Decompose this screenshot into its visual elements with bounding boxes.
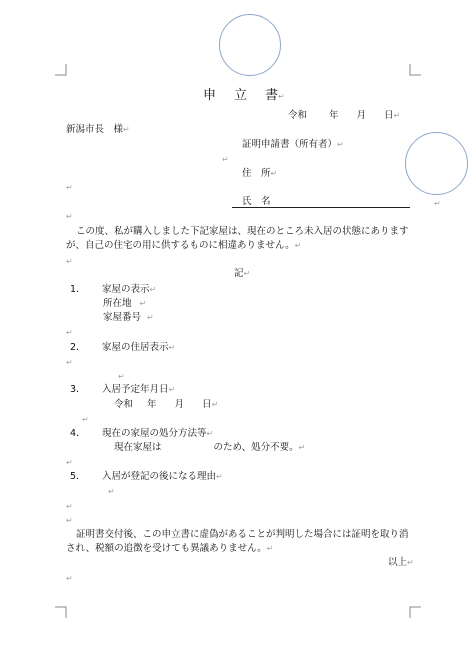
title-char-2: 立 bbox=[234, 88, 248, 103]
date-year: 年 bbox=[329, 110, 339, 121]
paragraph-mark: ↵ bbox=[337, 140, 344, 149]
item-2-label bbox=[102, 342, 175, 354]
paragraph-mark: ↵ bbox=[147, 313, 154, 322]
applicant-text: 証明申請書（所有者） bbox=[242, 139, 338, 150]
item-5-number: 5． bbox=[70, 471, 86, 482]
crop-mark-bottom-left bbox=[55, 606, 67, 618]
seal-circle-right bbox=[405, 132, 468, 195]
title-char-1: 申 bbox=[203, 88, 217, 103]
paragraph-mark: ↵ bbox=[266, 544, 274, 553]
item-4-detail bbox=[114, 442, 305, 454]
body-text: この度、私が購入しました下記家屋は、現在のところ未入居の状態にありますが、自己の住宅の用に供するものに相違ありません。 bbox=[66, 226, 409, 251]
applicant-label bbox=[242, 139, 344, 151]
item-2-number: 2． bbox=[70, 342, 86, 353]
empty-paragraph: ↵ bbox=[66, 358, 73, 367]
date-month: 月 bbox=[356, 110, 367, 121]
paragraph-mark: ↵ bbox=[243, 269, 251, 278]
empty-paragraph: ↵ bbox=[66, 516, 73, 525]
body-paragraph bbox=[66, 225, 412, 253]
signature-line bbox=[232, 207, 410, 208]
paragraph-mark: ↵ bbox=[216, 472, 223, 481]
date-day: 日 bbox=[384, 110, 394, 121]
item-3-number: 3． bbox=[70, 384, 86, 395]
paragraph-mark: ↵ bbox=[294, 241, 302, 250]
empty-paragraph: ↵ bbox=[82, 415, 89, 424]
paragraph-mark: ↵ bbox=[168, 343, 176, 352]
item-3-month: 月 bbox=[174, 399, 185, 410]
item-2-text: 家屋の住居表示 bbox=[102, 342, 169, 353]
title-char-3: 書 bbox=[265, 88, 279, 103]
empty-paragraph: ↵ bbox=[66, 502, 73, 511]
empty-paragraph: ↵ bbox=[66, 574, 73, 583]
item-5-text: 入居が登記の後になる理由 bbox=[102, 471, 217, 482]
item-3-label bbox=[102, 384, 175, 396]
empty-paragraph: ↵ bbox=[66, 328, 73, 337]
ki-text: 記 bbox=[234, 268, 244, 279]
item-4-label bbox=[102, 428, 213, 440]
item-3-text: 入居予定年月日 bbox=[102, 384, 169, 395]
item-4-detail-a: 現在家屋は bbox=[114, 442, 162, 453]
date-line bbox=[288, 110, 400, 122]
item-5-label bbox=[102, 471, 223, 483]
end-mark bbox=[388, 557, 414, 569]
empty-paragraph: ↵ bbox=[66, 458, 73, 467]
empty-paragraph: ↵ bbox=[66, 212, 73, 221]
empty-paragraph: ↵ bbox=[66, 183, 73, 192]
empty-paragraph: ↵ bbox=[66, 257, 73, 266]
end-text: 以上 bbox=[388, 557, 408, 568]
paragraph-mark: ↵ bbox=[149, 285, 157, 294]
paragraph-mark: ↵ bbox=[434, 199, 441, 208]
location-text: 所在地 bbox=[103, 298, 132, 309]
ki-heading bbox=[234, 268, 250, 280]
paragraph-mark: ↵ bbox=[278, 92, 285, 101]
item-1-label bbox=[102, 284, 156, 296]
paragraph-mark: ↵ bbox=[206, 429, 214, 438]
crop-mark-bottom-right bbox=[409, 606, 421, 618]
paragraph-mark: ↵ bbox=[298, 443, 306, 452]
date-era: 令和 bbox=[288, 110, 308, 121]
item-4-text: 現在の家屋の処分方法等 bbox=[102, 428, 207, 439]
paragraph-mark: ↵ bbox=[211, 400, 219, 409]
name-text: 氏 名 bbox=[242, 196, 271, 207]
item-4-number: 4． bbox=[70, 428, 86, 439]
addressee-text: 新潟市長 様 bbox=[66, 124, 124, 135]
paragraph-mark: ↵ bbox=[139, 299, 147, 308]
item-1-text: 家屋の表示 bbox=[102, 284, 150, 295]
item-1-sub-house-number bbox=[103, 312, 154, 324]
paragraph-mark: ↵ bbox=[393, 111, 401, 120]
closing-text: 証明書交付後、この申立書に虚偽があることが判明した場合には証明を取り消され、税額の追徴を受けても異議ありません。 bbox=[66, 529, 409, 554]
paragraph-mark: ↵ bbox=[168, 385, 176, 394]
item-1-number: 1． bbox=[70, 284, 86, 295]
paragraph-mark: ↵ bbox=[407, 558, 414, 567]
house-number-text: 家屋番号 bbox=[103, 312, 142, 323]
item-4-detail-b: のため、処分不要。 bbox=[213, 442, 299, 453]
item-3-date bbox=[114, 399, 218, 411]
item-1-sub-location bbox=[103, 298, 146, 310]
address-label bbox=[242, 168, 277, 180]
item-3-year: 年 bbox=[147, 399, 157, 410]
item-3-day: 日 bbox=[202, 399, 212, 410]
address-text: 住 所 bbox=[242, 168, 271, 179]
item-3-era: 令和 bbox=[114, 399, 134, 410]
crop-mark-top-right bbox=[409, 64, 421, 76]
closing-paragraph bbox=[66, 528, 412, 556]
empty-paragraph: ↵ bbox=[222, 155, 229, 164]
empty-paragraph: ↵ bbox=[108, 487, 115, 496]
addressee bbox=[66, 124, 130, 136]
document-title bbox=[203, 84, 285, 103]
crop-mark-top-left bbox=[55, 64, 67, 76]
seal-circle-top bbox=[219, 14, 281, 76]
paragraph-mark: ↵ bbox=[270, 169, 278, 178]
empty-paragraph: ↵ bbox=[118, 372, 125, 381]
paragraph-mark: ↵ bbox=[123, 125, 130, 134]
